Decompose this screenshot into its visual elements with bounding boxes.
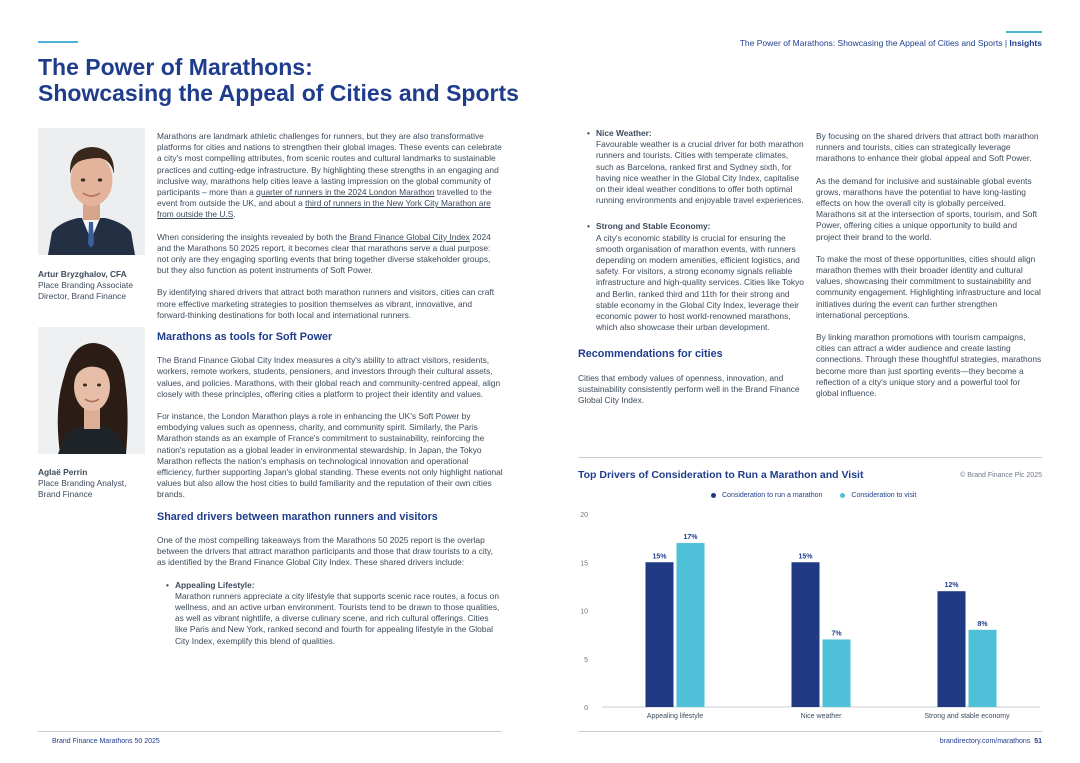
author-photo-artur xyxy=(38,128,145,255)
conclusion-paragraph-1: By focusing on the shared drivers that attract both marathon runners and tourists, cities can strategically leverage marathons to enhance their global appeal and Soft Power. xyxy=(816,131,1039,164)
bar-data-label: 17% xyxy=(683,533,698,541)
bar-visit xyxy=(969,630,997,707)
author-role: Place Branding Associate Director, Brand Finance xyxy=(38,280,133,301)
y-tick-label: 5 xyxy=(584,656,588,664)
author-caption-2 xyxy=(38,467,150,500)
footer-rule-right xyxy=(578,731,1042,732)
global-city-index-link[interactable]: Brand Finance Global City Index xyxy=(349,231,470,242)
conclusion-paragraph-3: To make the most of these opportunities, cities should align marathon themes with their broader identity and cultural values, showcasing their commitment to sustainability and community engagement. Highlighting infrastructure and local initiatives during the event can further strengthen international perceptions. xyxy=(816,253,1041,320)
bullet-text: A city's economic stability is crucial for ensuring the smooth organisation of marathon events, with runners depending on modern amenities, efficient logistics, and safety. For visitors, a strong economy signals reliable infrastructure and high-quality services. Cities like Tokyo and Berlin, ranked third and 11th for their strong and stable economy in the Global City Index, leverage their economic power to host world-renowned marathons, which also showcase their urban development. xyxy=(596,232,804,333)
header-accent-rule-left xyxy=(38,41,78,43)
left-text-column xyxy=(157,131,503,658)
bullet-title: Strong and Stable Economy: xyxy=(596,221,711,232)
footer-publication: Brand Finance Marathons 50 2025 xyxy=(52,738,160,745)
bullet-title: Nice Weather: xyxy=(596,128,652,138)
page-title xyxy=(38,54,558,106)
recommendations-paragraph: Cities that embody values of openness, innovation, and sustainability consistently perform well in the Brand Finance Global City Index. xyxy=(578,372,800,406)
bullet-title: Appealing Lifestyle: xyxy=(175,579,255,590)
bullet-dot: • xyxy=(587,128,590,138)
author-role: Place Branding Analyst, Brand Finance xyxy=(38,478,127,499)
legend-swatch-visit xyxy=(840,493,845,498)
london-marathon-link[interactable]: quarter of runners in the 2024 London Marathon xyxy=(256,187,435,198)
author-portrait-male xyxy=(38,128,145,255)
y-tick-label: 10 xyxy=(580,608,588,616)
page-title-line-2: Showcasing the Appeal of Cities and Sports xyxy=(38,80,519,106)
x-category-label: Nice weather xyxy=(800,713,842,720)
intro-paragraph: Marathons are landmark athletic challenges for runners, but they are also transformative platforms for cities and nations to strengthen their global images. These events can celebrate a city's most compelling attributes, from scenic routes and cultural landmarks to sustainable practices and cutting-edge infrastructure. By highlighting these strengths in an engaging and inclusive way, marathons help cities leave a lasting impression on the global community of participants – more than a quarter of runners in the 2024 London Marathon travelled to the event from outside the UK, and about a third of runners in the New York City Marathon are from outside the U.S. xyxy=(157,131,502,220)
strategy-paragraph: By identifying shared drivers that attract both marathon runners and visitors, cities can craft more effective marketing strategies to position themselves as vibrant, innovative, and forward-thinking destinations for both local and international runners. xyxy=(157,287,495,320)
author-name: Aglaë Perrin xyxy=(38,467,88,477)
heading-recommendations: Recommendations for cities xyxy=(578,348,723,361)
insights-paragraph: When considering the insights revealed by both the Brand Finance Global City Index 2024 and the Marathons 50 2025 report, it becomes clear that marathons serve a dual purpose: not only are they engaging sporting events that bring together diverse stakeholder groups, but they also function as potent instruments of Soft Power. xyxy=(157,231,491,276)
bar-run xyxy=(646,562,674,707)
examples-paragraph: For instance, the London Marathon plays a role in enhancing the UK's Soft Power by embodying values such as openness, charity, and community spirit. Similarly, the Paris Marathon stands as an example of France's commitment to sustainability, reinforcing the nation's reputation as a global leader in environmental stewardship. In Japan, the Tokyo Marathon reflects the nation's emphasis on technological innovation and operational efficiency, further supporting Japan's global standing. These events not only highlight national values but also allow the host cities to build familiarity and the reputation of their own cities brands. xyxy=(157,411,503,500)
header-accent-rule-right xyxy=(1006,31,1042,33)
footer-right xyxy=(940,738,1042,745)
author-photo-aglae xyxy=(38,327,145,454)
chart-copyright: © Brand Finance Plc 2025 xyxy=(960,472,1042,479)
y-tick-label: 0 xyxy=(584,705,588,712)
middle-text-column xyxy=(578,128,804,417)
bullet-text: Marathon runners appreciate a city lifestyle that supports scenic race routes, a focus on wellness, and an active urban environment. Tourists tend to be drawn to those qualities, as well as vibrant nightlife, a diverse culinary scene, and rich cultural offerings. Cities like Paris and New York, ranked second and fourth for appealing lifestyle in the Global City Index, exemplify this blend of qualities. xyxy=(175,590,500,646)
page-title-line-1: The Power of Marathons: xyxy=(38,54,313,80)
bullet-text: Favourable weather is a crucial driver for both marathon runners and tourists. Cities with temperate climates, such as Barcelona, ranked first and Sydney sixth, for having nice weather in the Global City Index, capitalise on their ideal weather conditions to offer both optimal running environments and enjoyable travel experiences. xyxy=(596,139,804,206)
bar-run xyxy=(792,562,820,707)
bullet-appealing-lifestyle xyxy=(157,580,503,647)
page-number: 51 xyxy=(1034,738,1042,745)
gci-paragraph: The Brand Finance Global City Index measures a city's ability to attract visitors, residents, workers, remote workers, students, pensioners, and investors through their cultural assets, values, and policies. Marathons, with their global reach and community-centred appeal, align closely with these principles, offering cities a platform to project their identity and values. xyxy=(157,355,501,399)
author-portrait-female xyxy=(38,327,145,454)
legend-item-run xyxy=(711,492,822,499)
bar-visit xyxy=(823,639,851,707)
bullet-dot: • xyxy=(587,221,590,232)
running-header-separator: | xyxy=(1004,38,1008,48)
conclusion-paragraph-4: By linking marathon promotions with tourism campaigns, cities can attract a wider audience and create lasting connections. Through these thoughtful strategies, marathons become more than just sporting events—they become a reflection of a city's unique story and a powerful tool for global influence. xyxy=(816,332,1042,399)
author-name: Artur Bryzghalov, CFA xyxy=(38,269,127,279)
chart-legend xyxy=(711,492,916,499)
author-caption-1 xyxy=(38,269,150,302)
legend-label-run: Consideration to run a marathon xyxy=(722,492,823,499)
y-tick-label: 15 xyxy=(580,560,588,568)
footer-url[interactable]: brandirectory.com/marathons xyxy=(939,738,1031,745)
bullet-dot: • xyxy=(166,579,169,590)
bar-data-label: 8% xyxy=(977,620,988,628)
chart-title: Top Drivers of Consideration to Run a Marathon and Visit xyxy=(578,469,864,481)
running-header-tag: Insights xyxy=(1009,38,1042,48)
legend-label-visit: Consideration to visit xyxy=(851,492,917,499)
footer-rule-left xyxy=(38,731,502,732)
heading-soft-power: Marathons as tools for Soft Power xyxy=(157,331,333,344)
bar-data-label: 15% xyxy=(652,553,667,561)
bullet-nice-weather xyxy=(578,128,804,206)
bar-visit xyxy=(677,543,705,707)
legend-item-visit xyxy=(840,492,916,499)
heading-shared-drivers: Shared drivers between marathon runners and visitors xyxy=(157,510,438,523)
right-text-column xyxy=(816,131,1042,410)
x-category-label: Appealing lifestyle xyxy=(646,713,704,720)
running-header-title: The Power of Marathons: Showcasing the Appeal of Cities and Sports xyxy=(739,38,1003,48)
running-header xyxy=(740,38,1042,48)
x-category-label: Strong and stable economy xyxy=(924,713,1010,720)
bar-data-label: 15% xyxy=(798,553,813,561)
bar-data-label: 12% xyxy=(944,582,959,590)
conclusion-paragraph-2: As the demand for inclusive and sustainable global events grows, marathons have the potential to have long-lasting effects on how the overall city is globally perceived. Marathons sit at the intersection of sports, tourism, and Soft Power, offering cities a unique opportunity to build and project their brand to the world. xyxy=(816,175,1038,242)
chart-top-rule xyxy=(578,457,1042,458)
bar-data-label: 7% xyxy=(831,630,842,638)
bar-chart xyxy=(570,504,1045,726)
bar-run xyxy=(938,591,966,707)
y-tick-label: 20 xyxy=(580,512,588,519)
legend-swatch-run xyxy=(711,493,716,498)
nyc-marathon-link[interactable]: third of runners in the New York City Marathon are from outside the U.S xyxy=(157,198,491,220)
takeaways-paragraph: One of the most compelling takeaways from the Marathons 50 2025 report is the overlap between the drivers that attract marathon participants and those that draw tourists to a city, as identified by the Brand Finance Global City Index. These shared drivers include: xyxy=(157,534,493,568)
bullet-strong-economy xyxy=(578,221,804,333)
